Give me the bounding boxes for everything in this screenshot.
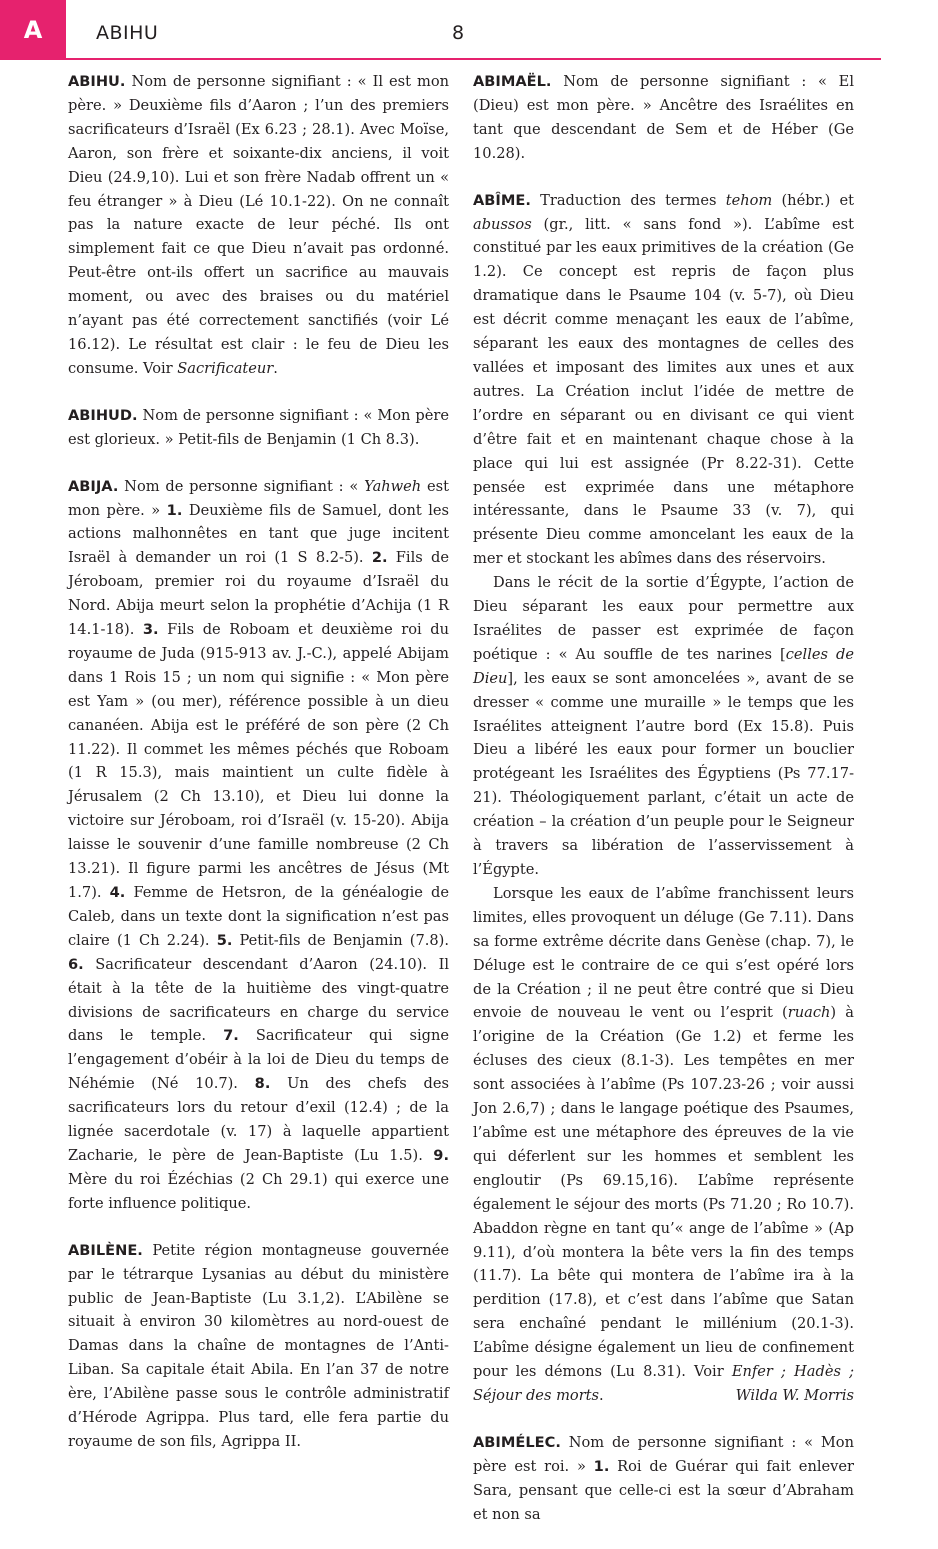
headword: ABIHUD. <box>68 406 138 424</box>
italic-term: celles de Dieu <box>473 645 854 687</box>
entry-body: . <box>273 359 278 377</box>
italic-term: Yahweh <box>364 477 422 495</box>
entry-body: Nom de personne signifiant : « El (Dieu) est mon père. » Ancêtre des Israélites en tant que descendant de Sem et de Héber (Ge 10.28). <box>473 73 854 162</box>
entry-abihud <box>68 404 449 452</box>
entry-body: Traduction des termes <box>530 191 726 209</box>
entry-abija <box>68 475 449 1216</box>
sense-number: 2. <box>371 549 388 567</box>
section-letter-tab: A <box>0 0 66 60</box>
left-column <box>68 70 449 1477</box>
entry-abilene <box>68 1239 449 1454</box>
entry-text <box>68 404 449 452</box>
headword: ABIMÉLEC. <box>473 1433 561 1451</box>
entry-text <box>473 70 854 166</box>
entry-text <box>473 1431 854 1527</box>
sense-number: 6. <box>68 955 84 973</box>
right-column <box>473 70 854 1549</box>
entry-body: est mon père. » <box>68 477 449 519</box>
author-signature: Wilda W. Morris <box>735 1386 854 1404</box>
entry-body: (hébr.) et <box>772 191 854 209</box>
headword: ABÎME. <box>473 191 531 209</box>
sense-number: 8. <box>254 1075 271 1093</box>
entry-text <box>68 1239 449 1454</box>
italic-term: tehom <box>725 191 773 209</box>
entry-body: Nom de personne signifiant : « Il est mon père. » Deuxième fils d’Aaron ; l’un des premiers sacrificateurs d’Israël (Ex 6.23 ; 28.1). Avec Moïse, Aaron, son frère et soixante-dix anciens, il voit Dieu (24.9,10). Lui et son frère Nadab offrent un « feu étranger » à Dieu (Lé 10.1-22). On ne connaît pas la nature exacte de leur péché. Ils ont simplement fait ce que Dieu n’avait pas ordonné. Peut-être ont-ils offert un sacrifice au mauvais moment, ou avec des braises ou du matériel n’ayant pas été correctement sanctifiés (voir Lé 16.12). Le résultat est clair : le feu de Dieu les consume. Voir <box>68 73 449 377</box>
entry-abimelec <box>473 1431 854 1527</box>
entry-text <box>68 475 449 1216</box>
entry-paragraph <box>473 882 854 1408</box>
entry-abihu <box>68 70 449 381</box>
entry-paragraph <box>473 571 854 882</box>
italic-term: abussos <box>473 215 532 233</box>
entry-body: ) à l’origine de la Création (Ge 1.2) et ferme les écluses des cieux (8.1-3). Les tempêtes en mer sont associées à l’abîme (Ps 107.23-26 ; voir aussi Jon 2.6,7) ; dans le langage poétique des Psaumes, l’abîme est une métaphore des épreuves de la vie qui déferlent sur les hommes et semblent les engloutir (Ps 69.15,16). L’abîme représente également le séjour des morts (Ps 71.20 ; Ro 10.7). Abaddon règne en tant qu’« ange de l’abîme » (Ap 9.11), d’où montera la bête vers la fin des temps (11.7). La bête qui montera de l’abîme ira à la perdition (17.8), et c’est dans l’abîme que Satan sera enchaîné pendant le millénium (20.1-3). L’abîme désigne également un lieu de confinement pour les démons (Lu 8.31). Voir <box>473 1004 854 1381</box>
entry-body: . <box>599 1386 604 1404</box>
sense-number: 4. <box>109 884 126 901</box>
entry-body: (gr., litt. « sans fond »). L’abîme est constitué par les eaux primitives de la création (Ge 1.2). Ce concept est repris de façon plus dramatique dans le Psaume 104 (v. 5-7), où Dieu est décrit comme menaçant les eaux de l’abîme, séparant les eaux des montagnes de celles des vallées et imposant des limites aux unes et aux autres. La Création inclut l’idée de mettre de l’ordre en séparant ou en divisant ce qui vient d’être fait et en maintenant chaque chose à la place qui lui est assignée (Pr 8.22-31). Cette pensée est exprimée dans une métaphore intéressante, dans le Psaume 33 (v. 7), qui présente Dieu comme amoncelant les eaux de la mer et stockant les abîmes dans des réservoirs. <box>473 215 854 568</box>
italic-term: ruach <box>787 1004 831 1022</box>
entry-body: Mère du roi Ézéchias (2 Ch 29.1) qui exerce une forte influence politique. <box>68 1170 449 1212</box>
entry-body: Sacrificateur qui signe l’engagement d’obéir à la loi de Dieu du temps de Néhémie (Né 10.7). <box>68 1027 449 1093</box>
page-number: 8 <box>452 22 465 44</box>
sense-number: 1. <box>593 1457 610 1475</box>
entry-abimael <box>473 70 854 166</box>
header-rule <box>66 58 881 60</box>
page-header <box>0 0 938 60</box>
entry-body: Fils de Jéroboam, premier roi du royaume d’Israël du Nord. Abija meurt selon la prophétie d’Achija (1 R 14.1-18). <box>68 549 449 639</box>
entry-abime <box>473 189 854 1408</box>
cross-reference: Sacrificateur <box>177 359 274 377</box>
entry-body: ], les eaux se sont amoncelées », avant de se dresser « comme une muraille » le temps que les Israélites atteignent l’autre bord (Ex 15.8). Puis Dieu a libéré les eaux pour former un bouclier protégeant les Israélites des Égyptiens (Ps 77.17-21). Théologiquement parlant, c’était un acte de création – la création d’un peuple pour le Seigneur à travers sa libération de l’asservissement à l’Égypte. <box>473 669 854 878</box>
entry-body: Nom de personne signifiant : « <box>118 477 365 495</box>
entry-body: Lorsque les eaux de l’abîme franchissent leurs limites, elles provoquent un déluge (Ge 7.11). Dans sa forme extrême décrite dans Genèse (chap. 7), le Déluge est le contraire de ce qui s’est opéré lors de la Création ; il ne peut être contré que si Dieu envoie de nouveau le vent ou l’esprit ( <box>473 884 854 1022</box>
sense-number: 5. <box>216 931 233 949</box>
headword: ABILÈNE. <box>68 1241 143 1259</box>
sense-number: 7. <box>223 1027 239 1045</box>
entry-body: Petit-fils de Benjamin (7.8). <box>232 931 449 949</box>
sense-number: 3. <box>142 621 159 639</box>
entry-text <box>473 189 854 572</box>
entry-body: Femme de Hetsron, de la généalogie de Caleb, dans un texte dont la signification n’est pas claire (1 Ch 2.24). <box>68 884 449 949</box>
sense-number: 1. <box>166 501 183 519</box>
headword: ABIMAËL. <box>473 73 552 90</box>
entry-body: Sacrificateur descendant d’Aaron (24.10). Il était à la tête de la huitième des vingt-quatre divisions de sacrificateurs en charge du service dans le temple. <box>68 955 449 1045</box>
entry-body: Nom de personne signifiant : « Mon père est glorieux. » Petit-fils de Benjamin (1 Ch 8.3). <box>68 406 449 448</box>
headword: ABIJA. <box>68 477 119 495</box>
entry-body: Fils de Roboam et deuxième roi du royaume de Juda (915-913 av. J.-C.), appelé Abijam dans 1 Rois 15 ; un nom qui signifie : « Mon père est Yam » (ou mer), référence possible à un dieu cananéen. Abija est le préféré de son père (2 Ch 11.22). Il commet les mêmes péchés que Roboam (1 R 15.3), mais maintient un culte fidèle à Jérusalem (2 Ch 13.10), et Dieu lui donne la victoire sur Jéroboam, roi d’Israël (v. 15-20). Abija laisse le souvenir d’une famille nombreuse (2 Ch 13.21). Il figure parmi les ancêtres de Jésus (Mt 1.7). <box>68 621 450 901</box>
entry-body: Petite région montagneuse gouvernée par le tétrarque Lysanias au début du ministère public de Jean-Baptiste (Lu 3.1,2). L’Abilène se situait à environ 30 kilomètres au nord-ouest de Damas dans la chaîne de montagnes de l’Anti-Liban. Sa capitale était Abila. En l’an 37 de notre ère, l’Abilène passe sous le contrôle administratif d’Hérode Agrippa. Plus tard, elle fera partie du royaume de son fils, Agrippa II. <box>68 1241 449 1450</box>
sense-number: 9. <box>433 1146 449 1164</box>
headword: ABIHU. <box>68 73 126 90</box>
entry-text <box>68 70 449 381</box>
entry-body: Nom de personne signifiant : « Mon père est roi. » <box>473 1433 854 1475</box>
cross-reference: Enfer ; Hadès ; Séjour des morts <box>473 1363 854 1404</box>
entry-body: Dans le récit de la sortie d’Égypte, l’action de Dieu séparant les eaux pour permettre aux Israélites de passer est exprimée de façon poétique : « Au souffle de tes narines [ <box>473 574 854 663</box>
running-head: ABIHU <box>96 22 159 44</box>
entry-body: Un des chefs des sacrificateurs lors du retour d’exil (12.4) ; de la lignée sacerdotale (v. 17) à laquelle appartient Zacharie, le père de Jean-Baptiste (Lu 1.5). <box>68 1075 449 1164</box>
entry-body: Deuxième fils de Samuel, dont les actions malhonnêtes en tant que juge incitent Israël à demander un roi (1 S 8.2-5). <box>68 501 450 567</box>
entry-body: Roi de Guérar qui fait enlever Sara, pensant que celle-ci est la sœur d’Abraham et non sa <box>473 1457 855 1523</box>
